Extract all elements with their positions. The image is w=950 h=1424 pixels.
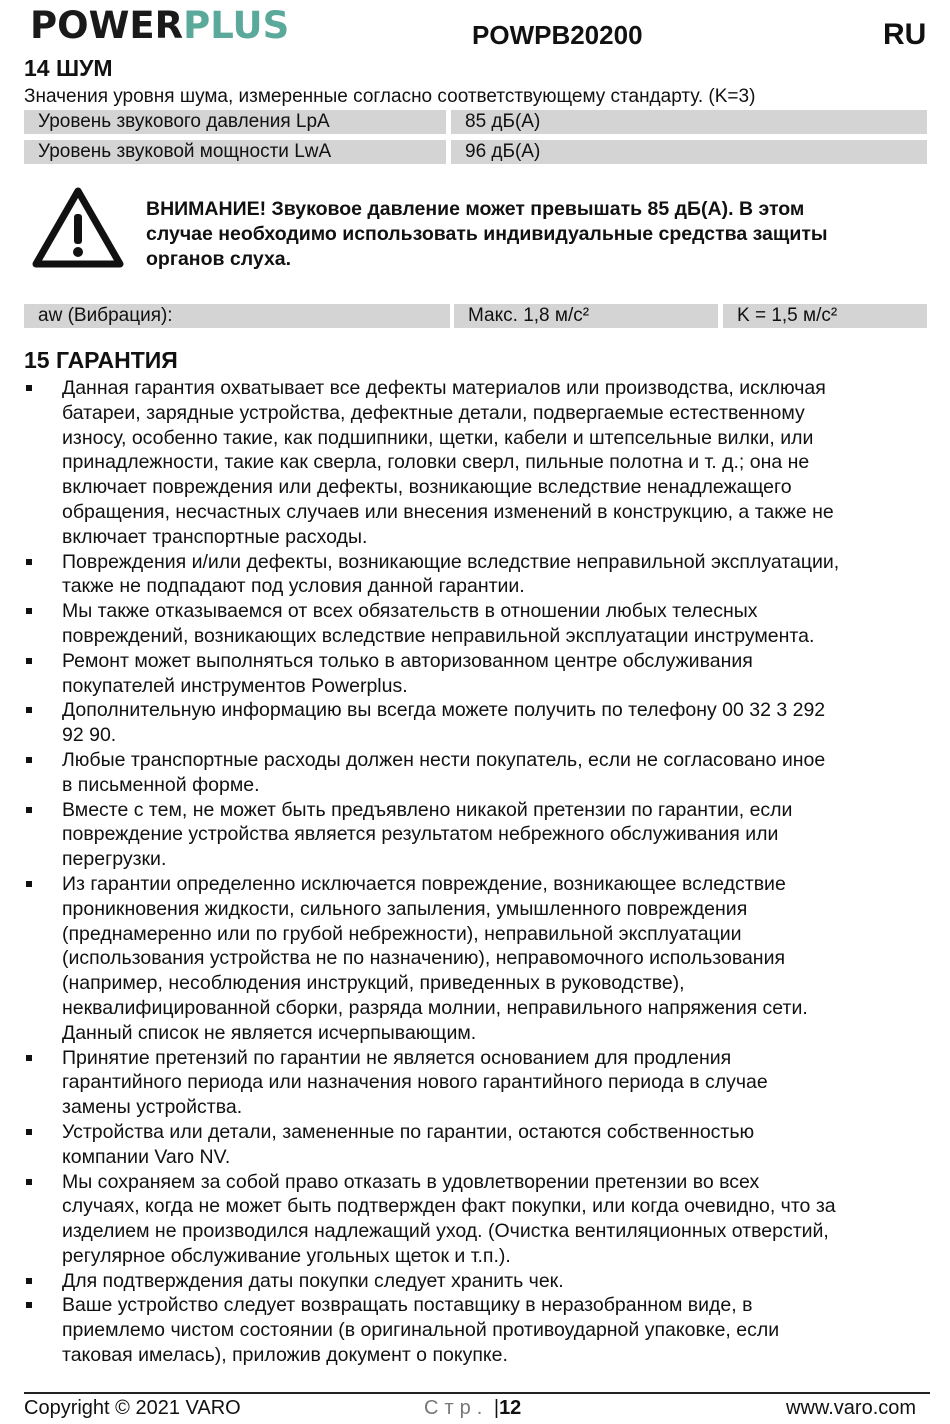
warranty-item-line: Ваше устройство следует возвращать поставщику в неразобранном виде, в [62, 1294, 753, 1317]
warranty-item [24, 649, 929, 699]
model-number: POWPB20200 [472, 20, 643, 50]
warranty-item-line: замены устройства. [62, 1096, 243, 1119]
warranty-item [24, 798, 929, 872]
vibration-k: K = 1,5 м/с² [723, 304, 927, 328]
warranty-item [24, 1046, 929, 1120]
warranty-item-line: включает транспортные расходы. [62, 525, 368, 548]
warranty-item-line: повреждений, возникающих вследствие неправильной эксплуатации инструмента. [62, 624, 815, 647]
warranty-item-line: батареи, зарядные устройства, дефектные детали, подвергаемые естественному [62, 401, 805, 424]
footer-copyright: Copyright © 2021 VARO [24, 1397, 241, 1419]
warranty-item-line: включает повреждения или дефекты, возникающие вследствие ненадлежащего [62, 476, 792, 499]
warranty-item [24, 550, 929, 600]
page-number: 12 [499, 1397, 522, 1419]
warranty-item-line: Для подтверждения даты покупки следует хранить чек. [62, 1269, 564, 1292]
bullet-square-icon [26, 385, 32, 391]
vibration-label: aw (Вибрация): [24, 304, 450, 328]
bullet-square-icon [26, 658, 32, 664]
warranty-item [24, 1293, 929, 1367]
warranty-item-line: Из гарантии определенно исключается повреждение, возникающее вследствие [62, 872, 786, 895]
warranty-item [24, 1170, 929, 1269]
warranty-item-line: Ремонт может выполняться только в авторизованном центре обслуживания [62, 649, 753, 672]
bullet-square-icon [26, 807, 32, 813]
warranty-item-line: принадлежности, такие как сверла, головки сверл, пильные полотна и т. д.; она не [62, 451, 810, 474]
warranty-item-line: Любые транспортные расходы должен нести покупатель, если не согласовано иное [62, 748, 826, 771]
warranty-item-line: 92 90. [62, 724, 117, 747]
warranty-item-line: в письменной форме. [62, 773, 260, 796]
warranty-item-line: регулярное обслуживание угольных щеток и т.п.). [62, 1244, 511, 1267]
bullet-square-icon [26, 1302, 32, 1308]
warning-line: случае необходимо использовать индивидуальные средства защиты [146, 223, 828, 245]
warranty-item [24, 748, 929, 798]
warranty-item [24, 1269, 929, 1294]
warranty-item-line: Данный список не является исчерпывающим. [62, 1021, 477, 1044]
warranty-item-line: приемлемо чистом состоянии (в оригинальной противоударной упаковке, если [62, 1319, 780, 1342]
warranty-item-line: повреждение устройства является результатом небрежного обслуживания или [62, 823, 779, 846]
warning-triangle-icon [32, 186, 124, 275]
warranty-item-line: гарантийного периода или назначения нового гарантийного периода в случае [62, 1071, 768, 1094]
noise-intro: Значения уровня шума, измеренные согласно соответствующему стандарту. (K=3) [24, 86, 756, 107]
brand-logo-power: POWER [30, 4, 184, 47]
warranty-item-line: Мы сохраняем за собой право отказать в удовлетворении претензии во всех [62, 1170, 760, 1193]
warning-line: органов слуха. [146, 248, 292, 270]
bullet-square-icon [26, 1278, 32, 1284]
warranty-item-line: таковая имелась), приложив документ о покупке. [62, 1344, 508, 1367]
brand-logo [30, 6, 289, 46]
warranty-item-line: обращения, несчастных случаев или внесения изменений в конструкцию, а также не [62, 500, 834, 523]
warranty-item-line: (например, несоблюдения инструкций, приведенных в руководстве), [62, 972, 685, 995]
brand-logo-plus: PLUS [183, 4, 290, 47]
warranty-item-line: (преднамеренно или по грубой небрежности), неправильной эксплуатации [62, 922, 742, 945]
bullet-square-icon [26, 1179, 32, 1185]
bullet-square-icon [26, 1129, 32, 1135]
warranty-item-line: Мы также отказываемся от всех обязательств в отношении любых телесных [62, 600, 758, 623]
warranty-heading: 15 ГАРАНТИЯ [24, 347, 178, 373]
warranty-item-line: Принятие претензий по гарантии не является основанием для продления [62, 1046, 732, 1069]
warranty-item [24, 599, 929, 649]
bullet-square-icon [26, 707, 32, 713]
footer-page [424, 1397, 521, 1420]
warranty-item-line: Дополнительную информацию вы всегда можете получить по телефону 00 32 3 292 [62, 699, 826, 722]
bullet-square-icon [26, 881, 32, 887]
noise-row-value: 96 дБ(A) [451, 140, 927, 164]
warranty-item-line: покупателей инструментов Powerplus. [62, 674, 408, 697]
warranty-item-line: Устройства или детали, замененные по гарантии, остаются собственностью [62, 1120, 755, 1143]
warranty-item-line: неквалифицированной сборки, разряда молнии, неправильного напряжения сети. [62, 996, 808, 1019]
noise-row-label: Уровень звукового давления LpA [24, 110, 446, 134]
warranty-item-line: компании Varo NV. [62, 1145, 231, 1168]
noise-warning [146, 197, 926, 272]
bullet-square-icon [26, 757, 32, 763]
page-word: Стр. [424, 1397, 489, 1419]
warranty-item-line: (использования устройства не по назначению), неправомочного использования [62, 947, 786, 970]
warranty-item [24, 376, 929, 550]
page-separator: | [493, 1397, 500, 1419]
noise-row-label: Уровень звуковой мощности LwA [24, 140, 446, 164]
warranty-item-line: Повреждения и/или дефекты, возникающие вследствие неправильной эксплуатации, [62, 550, 840, 573]
warranty-item-line: также не подпадают под условия данной гарантии. [62, 575, 525, 598]
warranty-item-line: Вместе с тем, не может быть предъявлено никакой претензии по гарантии, если [62, 798, 793, 821]
warranty-item-line: Данная гарантия охватывает все дефекты материалов или производства, исключая [62, 377, 826, 399]
footer-divider [24, 1392, 930, 1394]
warranty-item-line: перегрузки. [62, 848, 167, 871]
warning-line: ВНИМАНИЕ! Звуковое давление может превышать 85 дБ(A). В этом [146, 198, 805, 220]
warranty-item-line: износу, особенно такие, как подшипники, щетки, кабели и штепсельные вилки, или [62, 426, 814, 449]
warranty-item [24, 1120, 929, 1170]
warranty-item-line: случаях, когда не может быть подтвержден факт покупки, или когда очевидно, что за [62, 1195, 836, 1218]
bullet-square-icon [26, 608, 32, 614]
warranty-item [24, 698, 929, 748]
warranty-item [24, 872, 929, 1046]
noise-row-value: 85 дБ(A) [451, 110, 927, 134]
footer-website[interactable]: www.varo.com [786, 1397, 917, 1419]
noise-heading: 14 ШУМ [24, 55, 113, 81]
warranty-item-line: проникновения жидкости, сильного запыления, умышленного повреждения [62, 897, 748, 920]
warranty-list [24, 376, 929, 1368]
language-code: RU [883, 18, 927, 51]
warranty-item-line: изделием не производился надлежащий уход. (Очистка вентиляционных отверстий, [62, 1220, 829, 1243]
bullet-square-icon [26, 559, 32, 565]
vibration-max: Макс. 1,8 м/с² [454, 304, 718, 328]
bullet-square-icon [26, 1055, 32, 1061]
